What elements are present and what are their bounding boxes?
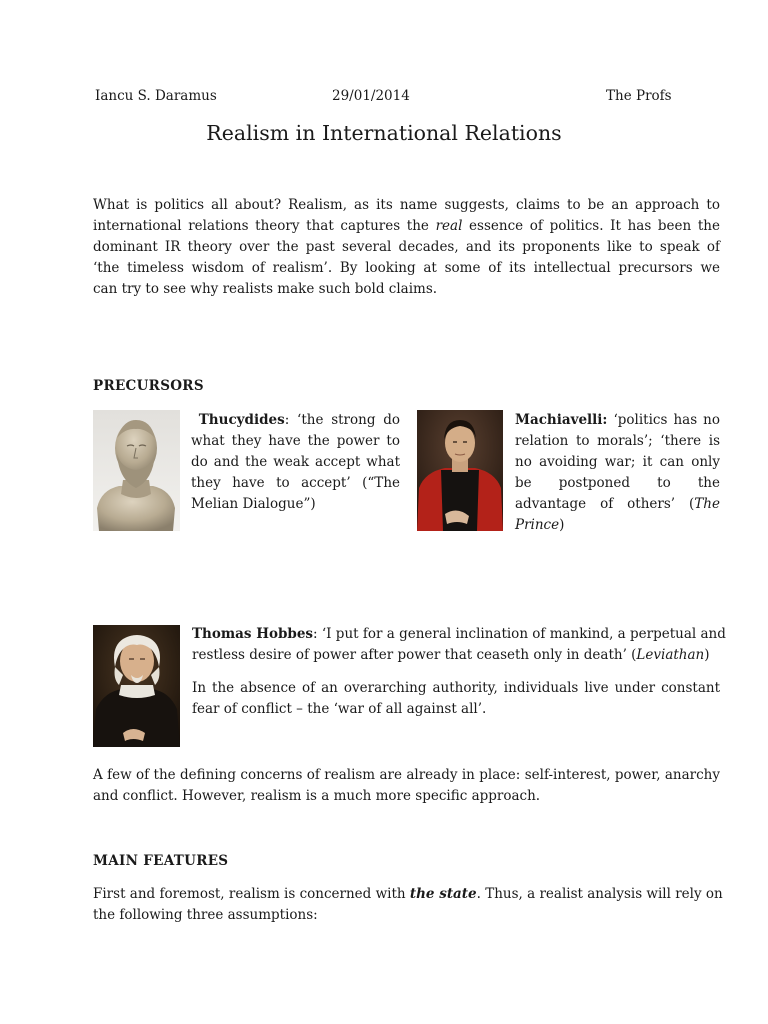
main-features-heading: MAIN FEATURES bbox=[93, 853, 229, 869]
document-date: 29/01/2014 bbox=[332, 88, 410, 104]
intro-line: international relations theory that captures the real essence of politics. It has been the bbox=[93, 218, 720, 234]
precursors-heading: PRECURSORS bbox=[93, 378, 204, 394]
hobbes-name: Thomas Hobbes bbox=[192, 626, 314, 642]
thucydides-quote: Thucydides: ‘the strong do what they have the power to do and the weak accept what they have to accept’ (“The Melian Dialogue”) bbox=[191, 412, 400, 512]
intro-paragraph bbox=[93, 195, 720, 300]
page-title: Realism in International Relations bbox=[206, 121, 562, 145]
intro-line: dominant IR theory over the past several decades, and its proponents like to speak of bbox=[93, 239, 720, 255]
intro-line: ‘the timeless wisdom of realism’. By looking at some of its intellectual precursors we bbox=[93, 260, 720, 276]
thucydides-bust-image bbox=[93, 410, 180, 531]
intro-line: What is politics all about? Realism, as its name suggests, claims to be an approach to bbox=[93, 197, 720, 213]
hobbes-quote: Thomas Hobbes: ‘I put for a general inclination of mankind, a perpetual and restless desire of power after power that ceaseth only in death’ (Leviathan) bbox=[192, 626, 726, 663]
concerns-paragraph: A few of the defining concerns of realism are already in place: self-interest, power, anarchy and conflict. However, realism is a much more specific approach. bbox=[93, 767, 720, 804]
hobbes-portrait-image bbox=[93, 625, 180, 747]
organization-name: The Profs bbox=[606, 88, 672, 104]
hobbes-explanation: In the absence of an overarching authority, individuals live under constant fear of conflict – the ‘war of all against all’. bbox=[192, 680, 720, 717]
author-name: Iancu S. Daramus bbox=[95, 88, 217, 104]
machiavelli-portrait-image bbox=[417, 410, 503, 531]
machiavelli-quote: Machiavelli: ‘politics has no relation to morals’; ‘there is no avoiding war; it can only be postponed to the advantage of others’ (The Prince) bbox=[515, 412, 720, 533]
intro-line: can try to see why realists make such bold claims. bbox=[93, 281, 438, 297]
the-state-emphasis: the state bbox=[409, 886, 477, 902]
thucydides-name: Thucydides bbox=[198, 412, 285, 428]
machiavelli-name: Machiavelli: bbox=[515, 412, 608, 428]
main-features-paragraph: First and foremost, realism is concerned with the state. Thus, a realist analysis will rely on the following three assumptions: bbox=[93, 886, 723, 923]
